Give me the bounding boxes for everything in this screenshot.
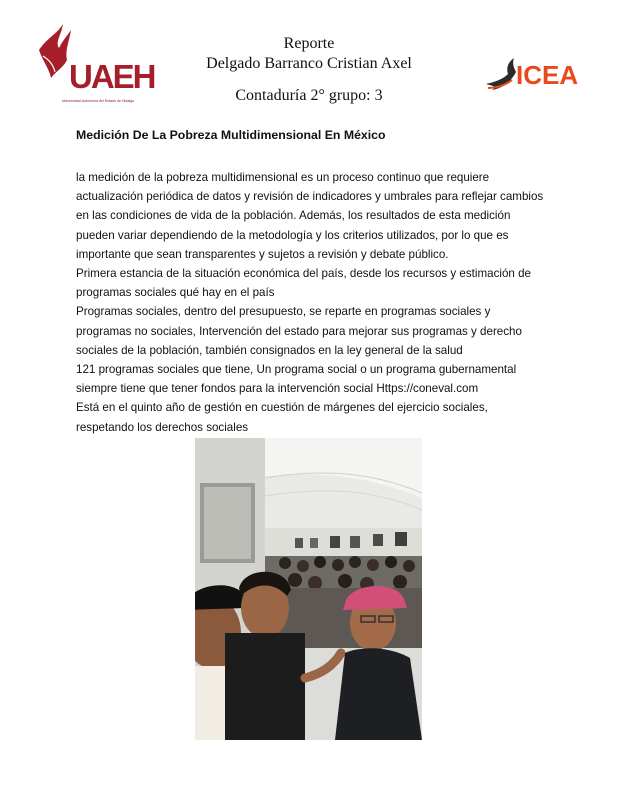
body-text xyxy=(76,168,546,437)
uaeh-logo xyxy=(33,20,155,103)
student-name: Delgado Barranco Cristian Axel xyxy=(206,55,412,72)
group-info: Contaduría 2° grupo: 3 xyxy=(235,87,383,104)
paragraph: Primera estancia de la situación económica del país, desde los recursos y estimación de programas sociales qué hay en el país xyxy=(76,267,531,300)
uaeh-wordmark: UAEH xyxy=(69,58,155,95)
selfie-photo xyxy=(195,438,422,740)
report-title: Reporte xyxy=(283,35,335,52)
paragraph: la medición de la pobreza multidimensional es un proceso continuo que requiere actualización periódica de datos y revisión de indicadores y umbrales para reflejar cambios en las condiciones de vida de la población. Además, los resultados de esta medición pueden variar dependiendo de la metodología y los criterios utilizados, por lo que es importante que sean transparentes y sujetos a revisión y debate público. xyxy=(76,171,544,261)
paragraph: Está en el quinto año de gestión en cuestión de márgenes del ejercicio sociales, respetando los derechos sociales xyxy=(76,401,488,434)
paragraph: 121 programas sociales que tiene, Un programa social o un programa gubernamental siempre tiene que tener fondos para la intervención social Https://coneval.com xyxy=(76,363,517,396)
icea-logo xyxy=(484,54,594,94)
photo-illustration xyxy=(195,438,422,740)
section-heading: Medición De La Pobreza Multidimensional En México xyxy=(76,128,386,142)
icea-wordmark: ICEA xyxy=(516,60,579,90)
uaeh-subtext: Universidad Autónoma del Estado de Hidalgo xyxy=(61,99,135,103)
bird-icon xyxy=(484,54,518,94)
paragraph: Programas sociales, dentro del presupuesto, se reparte en programas sociales y programas no sociales, Intervención del estado para mejorar sus programas y derecho sociales de la población, también consignados en la ley general de la salud xyxy=(76,305,522,357)
